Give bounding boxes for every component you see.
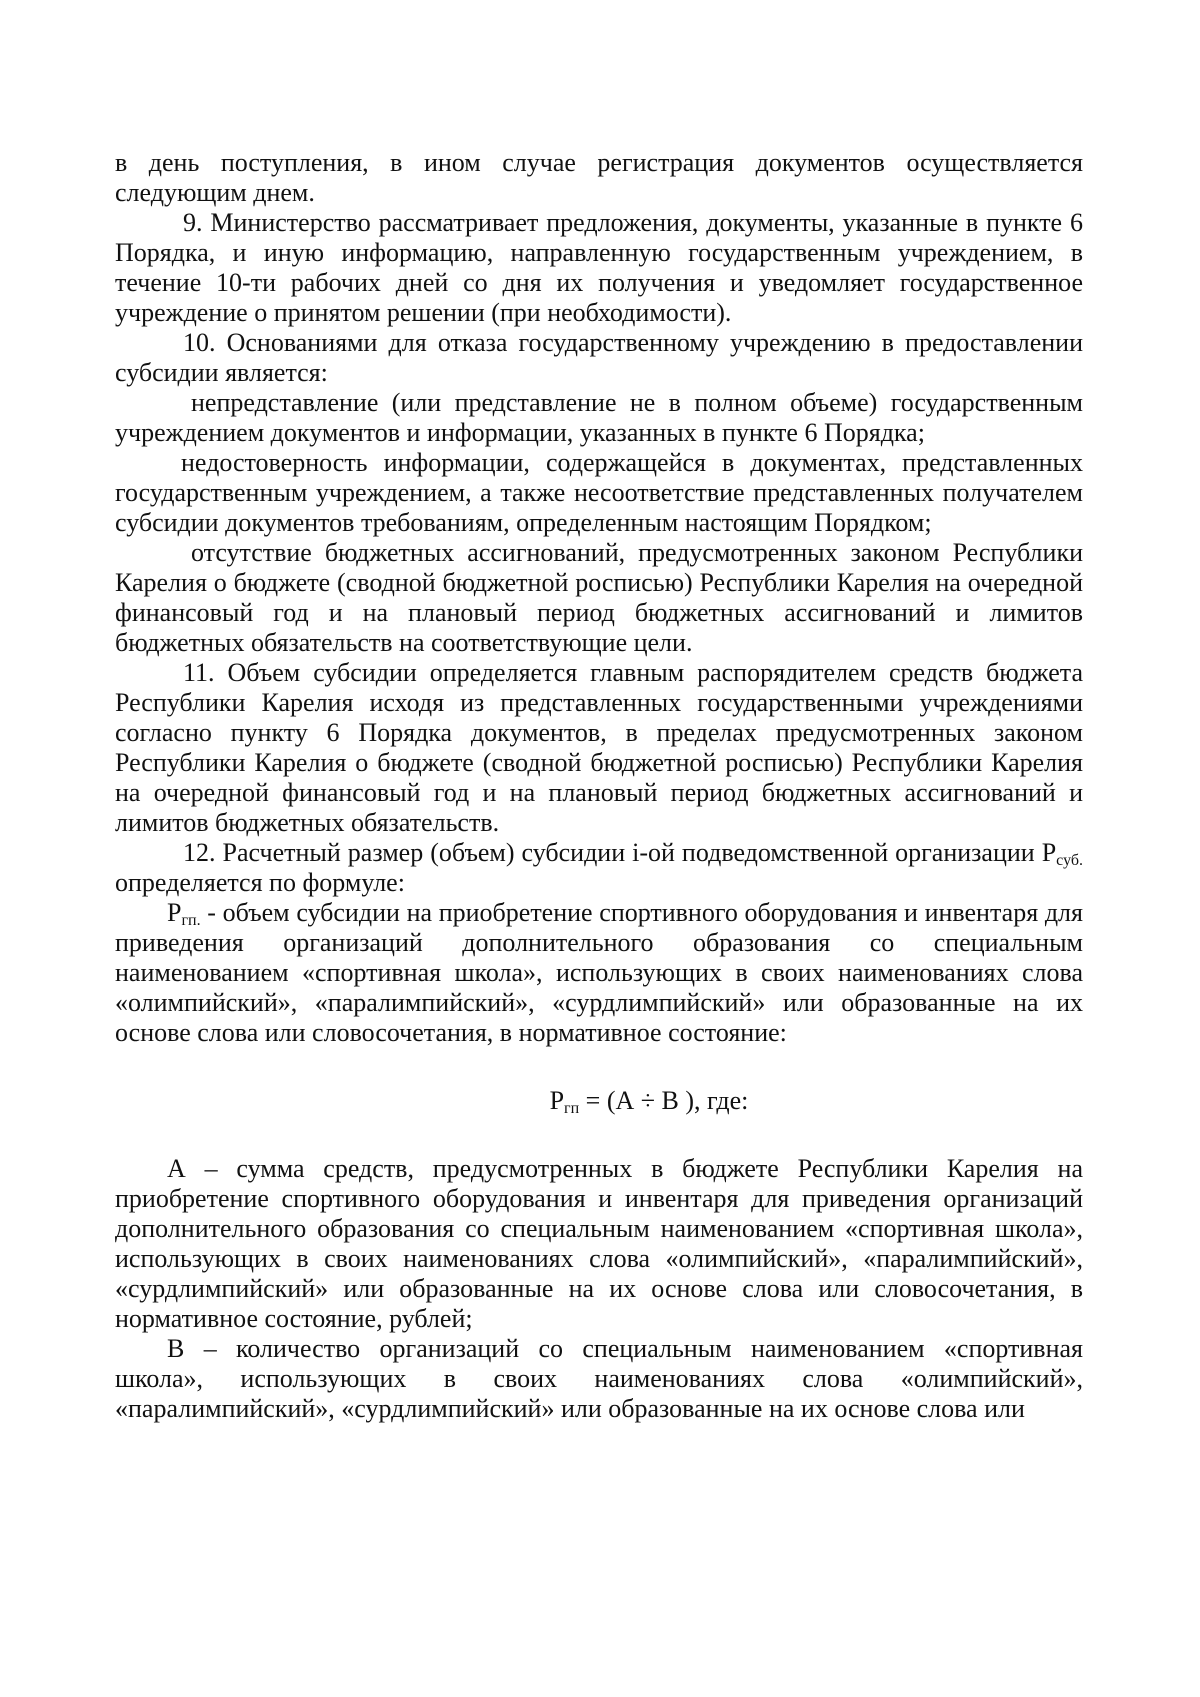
paragraph-reason-2: недостоверность информации, содержащейся в документах, представленных государственным учреждением, а также несоответствие представленных получателем субсидии документов требованиям, определенным настоящим Порядком; (115, 448, 1083, 537)
paragraph-definition-b: В – количество организаций со специальным наименованием «спортивная школа», использующих в своих наименованиях слова «олимпийский», «паралимпийский», «сурдлимпийский» или образованные на их основе слова или (115, 1334, 1083, 1423)
symbol-p: Р (167, 898, 182, 927)
paragraph-item-11: 11. Объем субсидии определяется главным распорядителем средств бюджета Республики Карелия исходя из представленных государственными учреждениями согласно пункту 6 Порядка документов, в пределах предусмотренных законом Республики Карелия о бюджете (сводной бюджетной росписью) Республики Карелия на очередной финансовый год и на плановый период бюджетных ассигнований и лимитов бюджетных обязательств. (115, 658, 1083, 837)
formula-symbol: Р (549, 1086, 565, 1115)
formula-rest: = (А ÷ В ), где: (579, 1086, 749, 1115)
formula-sub: гп (564, 1100, 580, 1117)
paragraph-definition-rgp (115, 898, 1083, 1048)
formula (115, 1086, 1083, 1116)
item-12-tail: определяется по формуле: (115, 868, 405, 897)
document-page (115, 148, 1083, 1424)
item-12-text: 12. Расчетный размер (объем) субсидии i-ой подведомственной организации (183, 838, 1042, 867)
paragraph-reason-3: отсутствие бюджетных ассигнований, предусмотренных законом Республики Карелия о бюджете (сводной бюджетной росписью) Республики Карелия на очередной финансовый год и на плановый период бюджетных ассигнований и лимитов бюджетных обязательств на соответствующие цели. (115, 538, 1083, 657)
paragraph-item-10: 10. Основаниями для отказа государственному учреждению в предоставлении субсидии является: (115, 328, 1083, 387)
paragraph-item-9: 9. Министерство рассматривает предложения, документы, указанные в пункте 6 Порядка, и иную информацию, направленную государственным учреждением, в течение 10-ти рабочих дней со дня их получения и уведомляет государственное учреждение о принятом решении (при необходимости). (115, 208, 1083, 327)
paragraph-item-12 (115, 838, 1083, 898)
definition-rgp-text: - объем субсидии на приобретение спортивного оборудования и инвентаря для приведения организаций дополнительного образования со специальным наименованием «спортивная школа», использующих в своих наименованиях слова «олимпийский», «паралимпийский», «сурдлимпийский» или образованные на их основе слова или словосочетания, в нормативное состояние: (115, 898, 1083, 1047)
symbol-sub-sub: суб. (1056, 852, 1083, 869)
paragraph-continuation: в день поступления, в ином случае регистрация документов осуществляется следующим днем. (115, 148, 1083, 207)
symbol-gp-sub: гп. (181, 912, 201, 929)
paragraph-reason-1: непредставление (или представление не в полном объеме) государственным учреждением документов и информации, указанных в пункте 6 Порядка; (115, 388, 1083, 447)
symbol-p: Р (1041, 838, 1057, 867)
paragraph-definition-a: А – сумма средств, предусмотренных в бюджете Республики Карелия на приобретение спортивного оборудования и инвентаря для приведения организаций дополнительного образования со специальным наименованием «спортивная школа», использующих в своих наименованиях слова «олимпийский», «паралимпийский», «сурдлимпийский» или образованные на их основе слова или словосочетания, в нормативное состояние, рублей; (115, 1154, 1083, 1333)
